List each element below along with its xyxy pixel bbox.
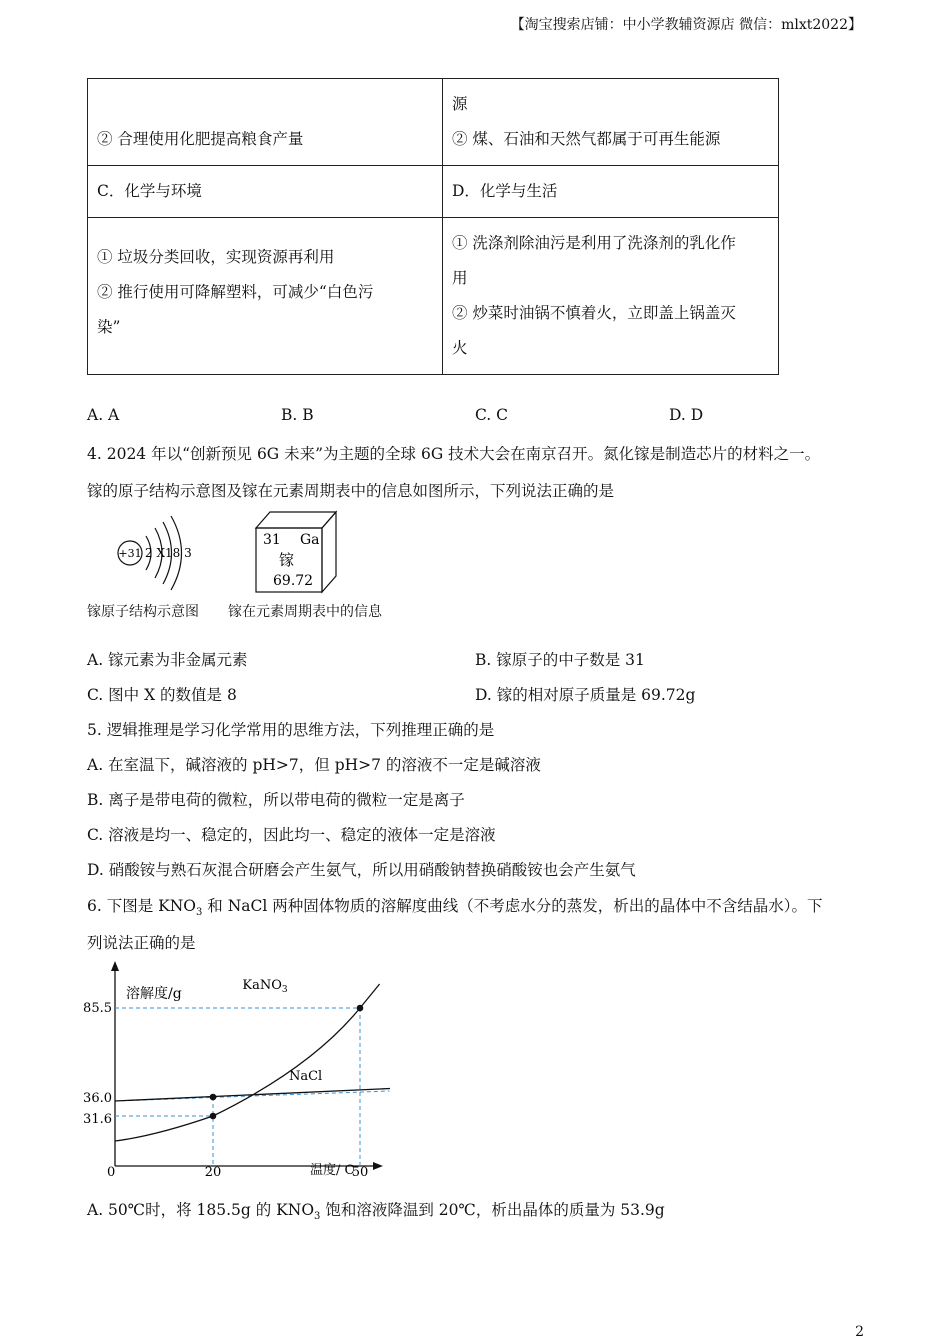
series-label-kno3-subscript: 3: [281, 985, 288, 995]
page-number: 2: [855, 1324, 864, 1340]
x-tick-20: 20: [204, 1165, 222, 1180]
atom-diagram-caption: 镓原子结构示意图: [87, 604, 199, 620]
data-point-1: [210, 1094, 217, 1101]
cell-line: ② 合理使用化肥提高粮食产量: [97, 130, 304, 148]
q6-option-a: A. 50℃时，将 185.5g 的 $KNO_3$ 饱和溶液降温到 20℃，析出晶体的质量为 53.9g: [87, 1201, 665, 1223]
atomic-number: 31: [263, 532, 281, 548]
q5-option-a: A. 在室温下，碱溶液的 pH>7，但 pH>7 的溶液不一定是碱溶液: [87, 756, 541, 774]
cell-line: 源: [452, 95, 468, 113]
atomic-mass: 69.72: [273, 573, 314, 589]
q6-stem-line2: 列说法正确的是: [87, 934, 196, 952]
q3-option-c: C. C: [475, 406, 509, 424]
table-row: [88, 79, 779, 166]
q3-option-a: A. A: [87, 406, 120, 424]
origin-label: 0: [107, 1165, 116, 1180]
x-tick-50: 50: [351, 1165, 369, 1180]
q4-option-d: D. 镓的相对原子质量是 69.72g: [475, 686, 696, 704]
nacl-line: [115, 1088, 390, 1101]
q4-option-a: A. 镓元素为非金属元素: [87, 651, 248, 669]
series-label-nacl: NaCl: [288, 1069, 323, 1084]
nucleus-charge: +31: [118, 547, 142, 560]
data-point-2: [357, 1005, 364, 1012]
periodic-cell-diagram: [252, 508, 342, 594]
element-symbol: Ga: [300, 532, 320, 548]
cell-line: 染”: [97, 318, 121, 336]
x-axis-arrow: [373, 1162, 383, 1170]
element-name: 镓: [279, 551, 295, 569]
q4-stem-line1: 4. 2024 年以“创新预见 6G 未来”为主题的全球 6G 技术大会在南京召开。氮化镓是制造芯片的材料之一。: [87, 445, 821, 463]
q4-option-b: B. 镓原子的中子数是 31: [475, 651, 645, 669]
q3-option-b: B. B: [281, 406, 314, 424]
cell-line: 火: [452, 339, 468, 357]
cell-line: ② 炒菜时油锅不慎着火，立即盖上锅盖灭: [452, 304, 736, 322]
table-row: [88, 166, 779, 218]
x-axis-label: 温度/ C: [310, 1163, 355, 1178]
y-axis-arrow: [111, 961, 119, 971]
table-cell: [88, 79, 443, 166]
q4-stem-line2: 镓的原子结构示意图及镓在元素周期表中的信息如图所示，下列说法正确的是: [87, 482, 615, 500]
electron-shells: 2 X18 3: [145, 546, 192, 560]
atom-structure-diagram: [110, 512, 200, 594]
table-cell: C．化学与环境: [88, 166, 443, 218]
cell-line: [97, 87, 433, 122]
knowledge-table: [87, 78, 779, 375]
series-label-kno3: KaNO$_3$: [242, 978, 288, 995]
y-tick-36-0: 36.0: [83, 1091, 112, 1106]
q5-stem: 5. 逻辑推理是学习化学常用的思维方法，下列推理正确的是: [87, 721, 495, 739]
cell-line: ② 煤、石油和天然气都属于可再生能源: [452, 130, 721, 148]
q4-option-c: C. 图中 X 的数值是 8: [87, 686, 237, 704]
table-cell: D．化学与生活: [443, 166, 779, 218]
y-tick-85-5: 85.5: [83, 1001, 112, 1016]
cell-line: ① 垃圾分类回收，实现资源再利用: [97, 248, 335, 266]
cell-line: ① 洗涤剂除油污是利用了洗涤剂的乳化作: [452, 234, 736, 252]
q6-stem-line1: 6. 下图是 $KNO_3$ 和 NaCl 两种固体物质的溶解度曲线（不考虑水分的蒸发，析出的晶体中不含结晶水）。下: [87, 897, 823, 919]
y-tick-31-6: 31.6: [83, 1112, 112, 1127]
cell-line: ② 推行使用可降解塑料，可减少“白色污: [97, 283, 374, 301]
cell-line: 用: [452, 269, 468, 287]
page-header: 【淘宝搜索店铺：中小学教辅资源店 微信：mlxt2022】: [510, 17, 862, 33]
table-cell: [443, 79, 779, 166]
q5-option-b: B. 离子是带电荷的微粒，所以带电荷的微粒一定是离子: [87, 791, 465, 809]
element-cell-caption: 镓在元素周期表中的信息: [228, 604, 382, 620]
table-cell: [443, 218, 779, 375]
solubility-chart: [80, 958, 390, 1186]
data-point-0: [210, 1113, 217, 1120]
y-axis-label: 溶解度/g: [126, 986, 182, 1002]
table-cell: [88, 218, 443, 375]
q5-option-d: D. 硝酸铵与熟石灰混合研磨会产生氨气，所以用硝酸钠替换硝酸铵也会产生氨气: [87, 861, 636, 879]
q3-option-d: D. D: [669, 406, 704, 424]
q5-option-c: C. 溶液是均一、稳定的，因此均一、稳定的液体一定是溶液: [87, 826, 496, 844]
table-row: [88, 218, 779, 375]
